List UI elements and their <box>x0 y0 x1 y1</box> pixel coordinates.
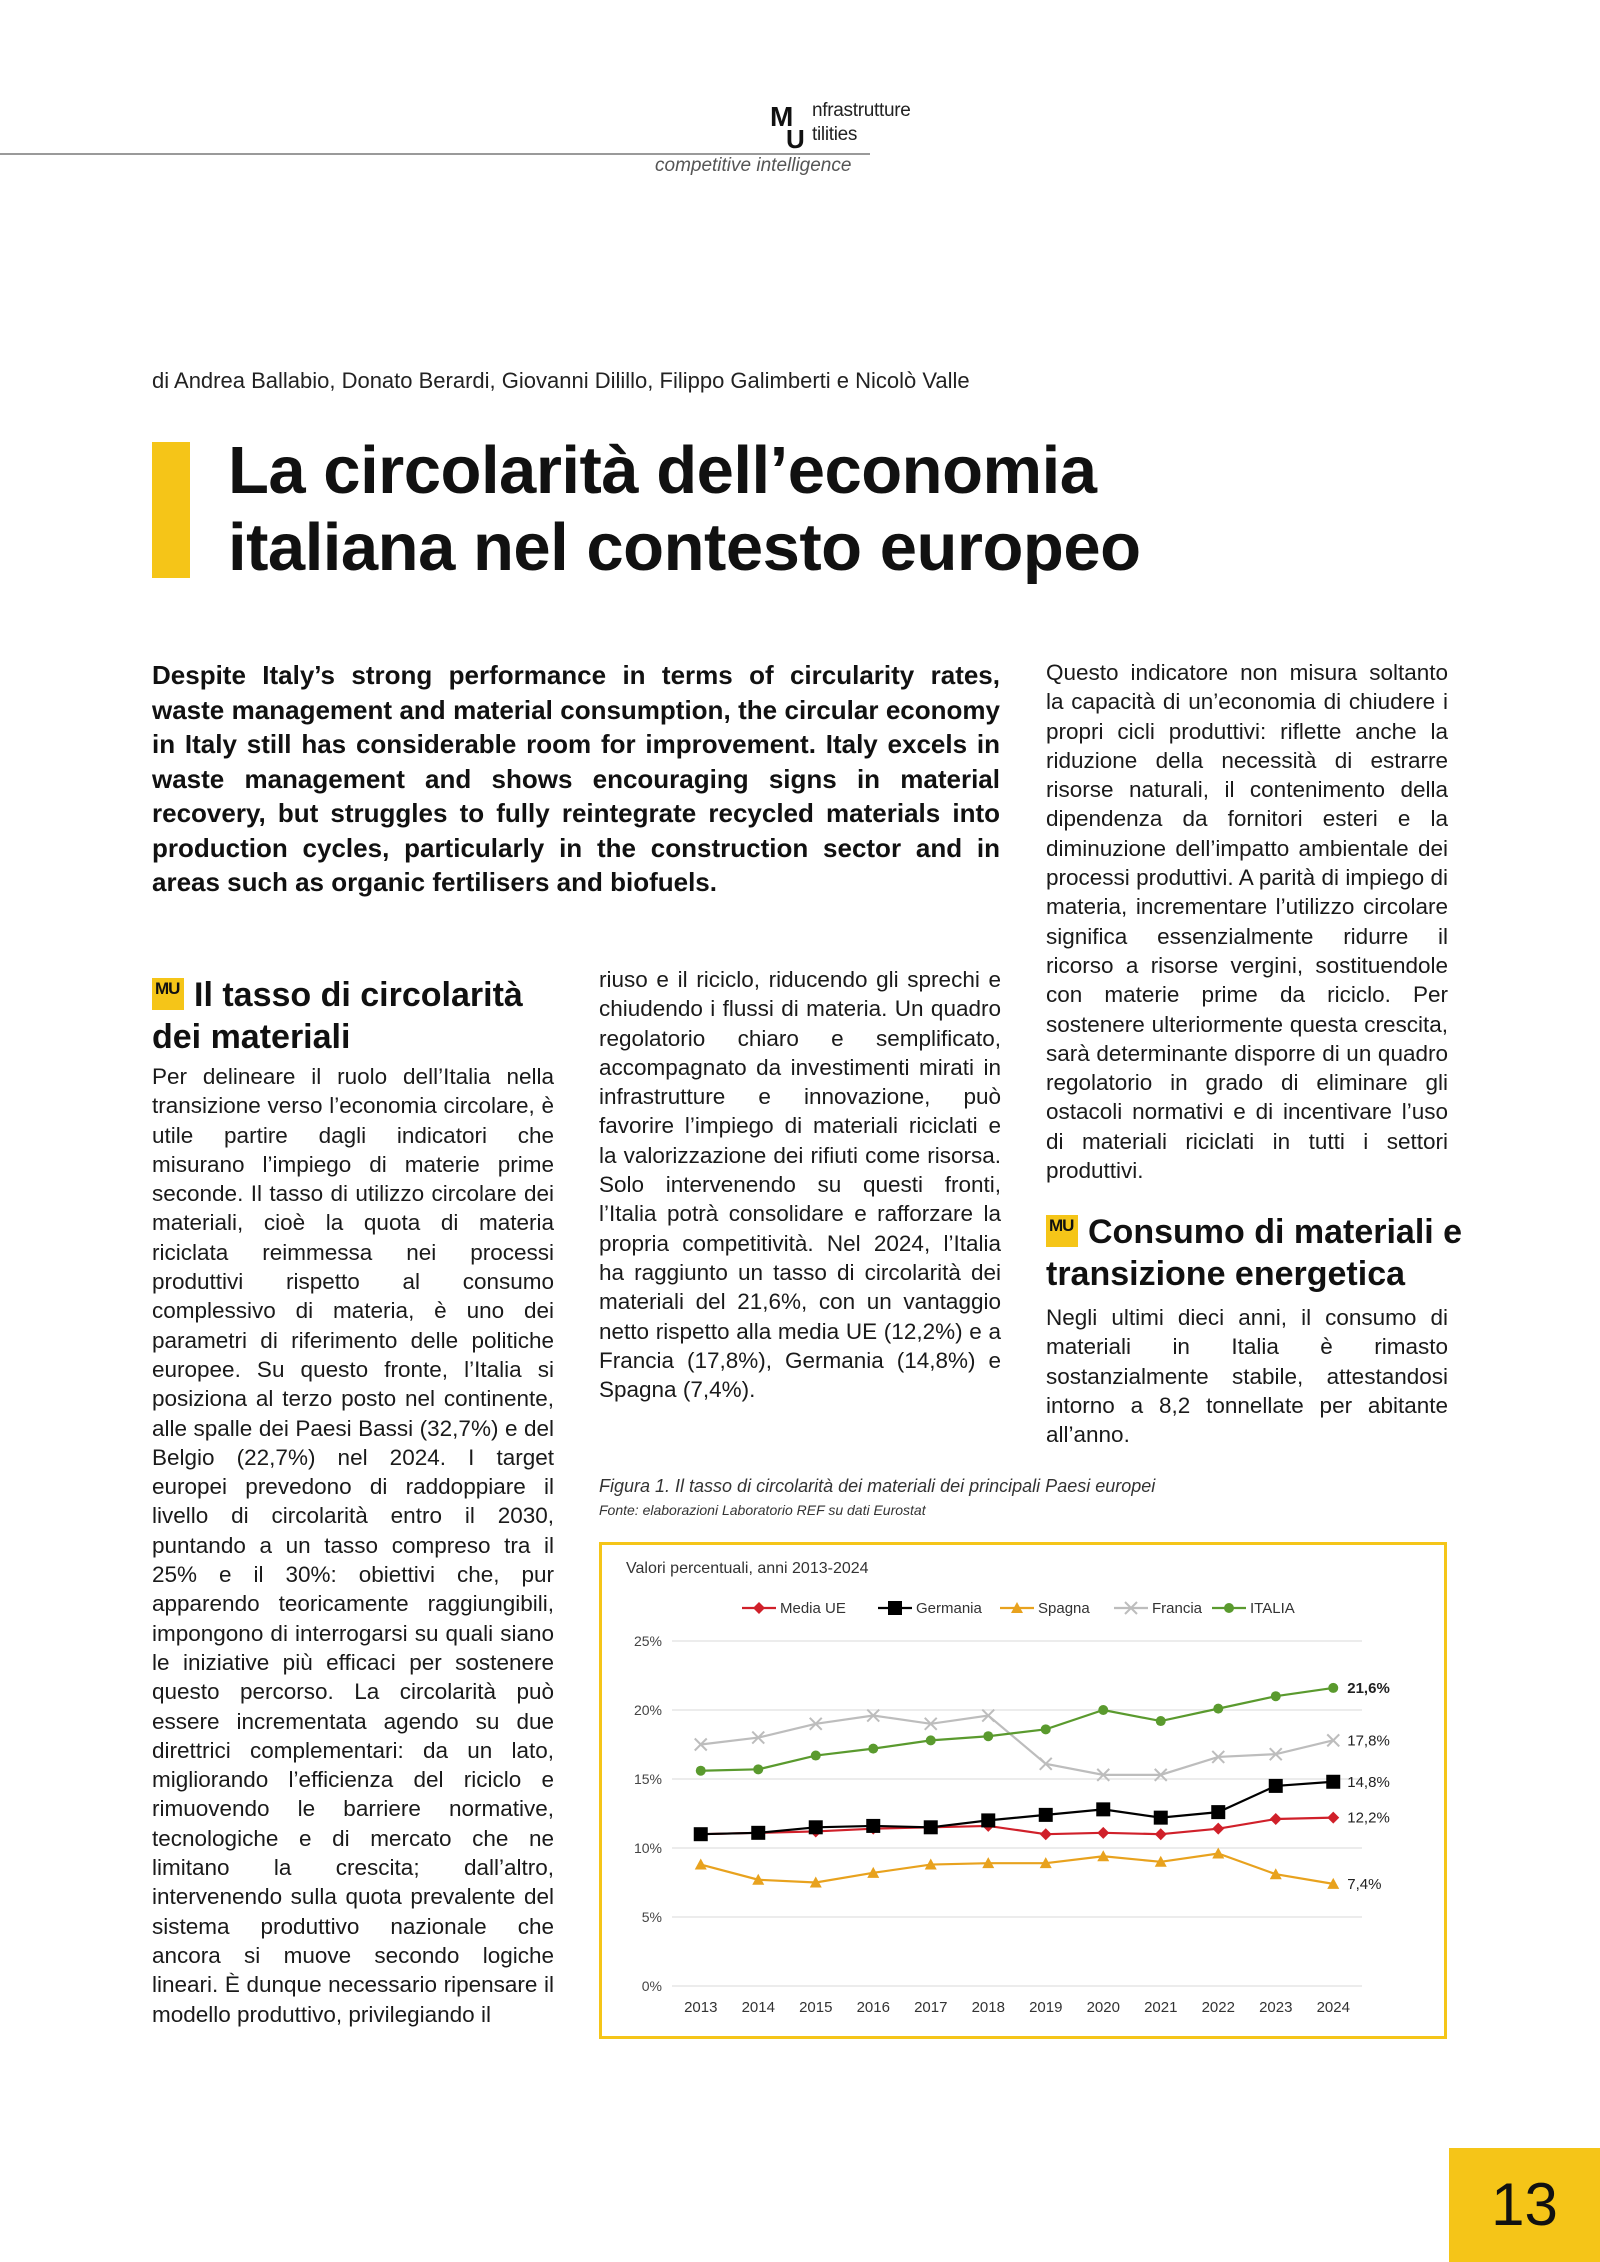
x-tick-label: 2013 <box>684 1999 718 2016</box>
end-label-italia: 21,6% <box>1347 1679 1390 1697</box>
series-germania-point <box>924 1820 938 1834</box>
page-number: 13 <box>1491 2171 1558 2238</box>
title-line2: italiana nel contesto europeo <box>228 510 1141 585</box>
mu-badge-icon: MU <box>1046 1215 1078 1247</box>
title-line1: La circolarità dell’economia <box>228 433 1097 508</box>
x-tick-label: 2016 <box>856 1999 890 2016</box>
series-media-ue-point <box>1327 1812 1339 1824</box>
series-line-spagna <box>701 1854 1334 1884</box>
series-media-ue-point <box>1097 1827 1109 1839</box>
section1-heading <box>152 974 554 1058</box>
series-line-media-ue <box>701 1818 1334 1835</box>
svg-text:U: U <box>786 124 805 150</box>
legend-label: Germania <box>916 1600 982 1617</box>
chart-subtitle: Valori percentuali, anni 2013-2024 <box>626 1560 869 1577</box>
x-tick-label: 2014 <box>741 1999 775 2016</box>
title-accent-bar <box>152 442 190 578</box>
series-germania-point <box>866 1819 880 1833</box>
series-italia-point <box>696 1766 706 1776</box>
series-italia-point <box>1156 1716 1166 1726</box>
series-italia-point <box>926 1735 936 1745</box>
article-title <box>228 432 1141 586</box>
legend-italia-point <box>1224 1603 1234 1613</box>
series-germania-point <box>1269 1779 1283 1793</box>
x-tick-label: 2020 <box>1086 1999 1120 2016</box>
series-media-ue-point <box>1270 1813 1282 1825</box>
series-germania-point <box>694 1827 708 1841</box>
series-germania-point <box>1154 1811 1168 1825</box>
legend-label: ITALIA <box>1250 1600 1295 1617</box>
series-italia-point <box>1213 1704 1223 1714</box>
x-tick-label: 2019 <box>1029 1999 1063 2016</box>
legend-label: Spagna <box>1038 1600 1090 1617</box>
series-italia-point <box>983 1731 993 1741</box>
legend-label: Media UE <box>780 1600 846 1617</box>
series-italia-point <box>1041 1724 1051 1734</box>
x-tick-label: 2015 <box>799 1999 833 2016</box>
series-germania-point <box>1039 1808 1053 1822</box>
series-germania-point <box>1326 1775 1340 1789</box>
mu-badge-icon: MU <box>152 978 184 1010</box>
x-tick-label: 2021 <box>1144 1999 1178 2016</box>
series-italia-point <box>811 1751 821 1761</box>
y-tick-label: 5% <box>641 1909 662 1925</box>
series-germania-point <box>1096 1802 1110 1816</box>
figure-source: Fonte: elaborazioni Laboratorio REF su dati Eurostat <box>599 1502 926 1518</box>
series-germania-point <box>1211 1805 1225 1819</box>
series-italia-point <box>753 1764 763 1774</box>
column2-body: riuso e il riciclo, riducendo gli sprechi e chiudendo i flussi di materia. Un quadro regolatorio chiaro e semplificato, accompagnato da investimenti mirati in infrastrutture e innovazione, può favorire l’impiego di materiali riciclati e la valorizzazione dei rifiuti come risorsa. Solo intervenendo su questi fronti, l’Italia potrà consolidare e rafforzare la propria competitività. Nel 2024, l’Italia ha raggiunto un tasso di circolarità dei materiali del 21,6%, con un vantaggio netto rispetto alla media UE (12,2%) e a Francia (17,8%), Germania (14,8%) e Spagna (7,4%). <box>599 967 1001 1403</box>
series-italia-point <box>1098 1705 1108 1715</box>
abstract: Despite Italy’s strong performance in terms of circularity rates, waste management and material consumption, the circular economy in Italy still has considerable room for improvement. Italy excels in waste management and shows encouraging signs in material recovery, but struggles to fully reintegrate recycled materials into production cycles, particularly in the construction sector and in areas such as organic fertilisers and biofuels. <box>152 660 1000 897</box>
legend-item-francia <box>1114 1600 1203 1617</box>
y-tick-label: 25% <box>633 1633 662 1649</box>
series-spagna-point <box>695 1859 707 1870</box>
section1-title: Il tasso di circolarità dei materiali <box>152 976 523 1056</box>
series-italia-point <box>1328 1683 1338 1693</box>
series-media-ue-point <box>1040 1828 1052 1840</box>
header-tagline: competitive intelligence <box>655 155 852 176</box>
legend-media-ue-point <box>753 1602 765 1614</box>
logo-text-line2: tilities <box>812 124 858 145</box>
series-italia-point <box>1271 1691 1281 1701</box>
x-tick-label: 2018 <box>971 1999 1005 2016</box>
series-line-francia <box>701 1716 1334 1775</box>
x-tick-label: 2017 <box>914 1999 948 2016</box>
series-media-ue-point <box>1155 1828 1167 1840</box>
series-germania-point <box>751 1826 765 1840</box>
end-label-francia: 17,8% <box>1347 1732 1390 1750</box>
legend-germania-point <box>888 1601 902 1615</box>
x-tick-label: 2022 <box>1201 1999 1235 2016</box>
y-tick-label: 15% <box>633 1771 662 1787</box>
end-label-germania: 14,8% <box>1347 1773 1390 1791</box>
svg-text:M: M <box>770 102 794 132</box>
x-tick-label: 2023 <box>1259 1999 1293 2016</box>
y-tick-label: 0% <box>641 1978 662 1994</box>
series-germania-point <box>981 1813 995 1827</box>
mu-logo-icon <box>770 102 818 150</box>
section2-title: Consumo di materiali e transizione energetica <box>1046 1213 1463 1293</box>
end-label-media-ue: 12,2% <box>1347 1809 1390 1827</box>
end-label-spagna: 7,4% <box>1347 1875 1382 1893</box>
y-tick-label: 10% <box>633 1840 662 1856</box>
legend-label: Francia <box>1152 1600 1203 1617</box>
y-tick-label: 20% <box>633 1702 662 1718</box>
authors-line: di Andrea Ballabio, Donato Berardi, Giovanni Dilillo, Filippo Galimberti e Nicolò Valle <box>152 368 970 393</box>
logo-text-line1: nfrastrutture <box>812 100 911 121</box>
x-tick-label: 2024 <box>1316 1999 1350 2016</box>
section2-body: Negli ultimi dieci anni, il consumo di materiali in Italia è rimasto sostanzialmente stabile, attestandosi intorno a 8,2 tonnellate per abitante all’anno. <box>1046 1305 1448 1448</box>
line-chart <box>602 1545 1444 2036</box>
column1-body: Per delineare il ruolo dell’Italia nella transizione verso l’economia circolare, è utile partire dagli indicatori che misurano l’impiego di materie prime seconde. Il tasso di utilizzo circolare dei materiali, cioè la quota di materia riciclata reimmessa nei processi produttivi rispetto al consumo complessivo di materia, è uno dei parametri di riferimento delle politiche europee. Su questo fronte, l’Italia si posiziona al terzo posto nel continente, alle spalle dei Paesi Bassi (32,7%) e del Belgio (22,7%) nel 2024. I target europei prevedono di raddoppiare il livello di circolarità entro il 2030, puntando a un tasso compreso tra il 25% e il 30%: obiettivi che, pur apparendo teoricamente raggiungibili, impongono di interrogarsi su quali siano le iniziative più efficaci per sostenere questo percorso. La circolarità può essere incrementata agendo su due direttrici complementari: da un lato, migliorando l’efficienza del riciclo e rimuovendo le barriere normative, tecnologiche e di mercato che ne limitano la crescita; dall’altro, intervenendo sulla quota prevalente del sistema produttivo nazionale che ancora si muove secondo logiche lineari. È dunque necessario ripensare il modello produttivo, privilegiando il <box>152 1064 554 2027</box>
section2-heading <box>1046 1211 1466 1295</box>
chart-frame <box>599 1542 1447 2039</box>
figure-caption: Figura 1. Il tasso di circolarità dei materiali dei principali Paesi europei <box>599 1476 1156 1496</box>
series-media-ue-point <box>1212 1823 1224 1835</box>
series-italia-point <box>868 1744 878 1754</box>
series-germania-point <box>809 1820 823 1834</box>
column3-body: Questo indicatore non misura soltanto la capacità di un’economia di chiudere i propri cicli produttivi: riflette anche la riduzione della necessità di estrarre risorse naturali, il contenimento della dipendenza da fornitori esteri e la diminuzione dell’impatto ambientale dei processi produttivi. A parità di impiego di materia, incrementare l’utilizzo circolare significa essenzialmente ridurre il ricorso a risorse vergini, sostituendole con materie prime da riciclo. Per sostenere ulteriormente questa crescita, sarà determinante disporre di un quadro regolatorio in grado di eliminare gli ostacoli normativi e di incentivare l’uso di materiali riciclati in tutti i settori produttivi. <box>1046 660 1448 1184</box>
